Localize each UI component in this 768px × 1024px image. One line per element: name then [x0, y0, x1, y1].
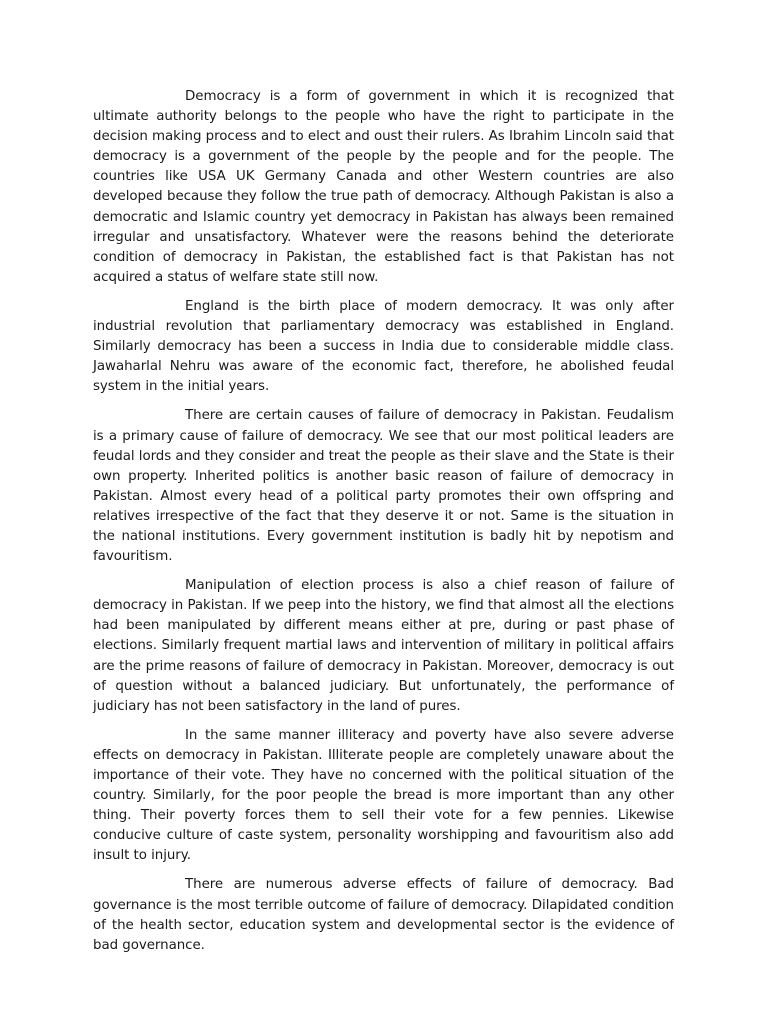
paragraph-elections: Manipulation of election process is also a chief reason of failure of democracy in Pakistan. If we peep into the history, we find that almost all the elections had been manipulated by different means either at pre, during or past phase of elections. Similarly frequent martial laws and intervention of military in political affairs are the prime reasons of failure of democracy in Pakistan. Moreover, democracy is out of question without a balanced judiciary. But unfortunately, the performance of judiciary has not been satisfactory in the land of pures.	[93, 578, 674, 714]
paragraph-intro: Democracy is a form of government in which it is recognized that ultimate authority belongs to the people who have the right to participate in the decision making process and to elect and oust their rulers. As Ibrahim Lincoln said that democracy is a government of the people by the people and for the people. The countries like USA UK Germany Canada and other Western countries are also developed because they follow the true path of democracy. Although Pakistan is also a democratic and Islamic country yet democracy in Pakistan has always been remained irregular and unsatisfactory. Whatever were the reasons behind the deteriorate condition of democracy in Pakistan, the established fact is that Pakistan has not acquired a status of welfare state still now.	[93, 89, 674, 285]
paragraph-england: England is the birth place of modern democracy. It was only after industrial revolution that parliamentary democracy was established in England. Similarly democracy has been a success in India due to considerable middle class. Jawaharlal Nehru was aware of the economic fact, therefore, he abolished feudal system in the initial years.	[93, 298, 674, 395]
paragraph-illiteracy: In the same manner illiteracy and poverty have also severe adverse effects on democracy in Pakistan. Illiterate people are completely unaware about the importance of their vote. They have no concerned with the political situation of the country. Similarly, for the poor people the bread is more important than any other thing. Their poverty forces them to sell their vote for a few pennies. Likewise conducive culture of caste system, personality worshipping and favouritism also add insult to injury.	[93, 727, 674, 864]
paragraph-effects: There are numerous adverse effects of failure of democracy. Bad governance is the most terrible outcome of failure of democracy. Dilapidated condition of the health sector, education system and developmental sector is the evidence of bad governance.	[93, 877, 674, 953]
paragraph-causes: There are certain causes of failure of democracy in Pakistan. Feudalism is a primary cause of failure of democracy. We see that our most political leaders are feudal lords and they consider and treat the people as their slave and the State is their own property. Inherited politics is another basic reason of failure of democracy in Pakistan. Almost every head of a political party promotes their own offspring and relatives irrespective of the fact that they deserve it or not. Same is the situation in the national institutions. Every government institution is badly hit by nepotism and favouritism.	[93, 408, 674, 565]
document-body	[93, 87, 674, 965]
